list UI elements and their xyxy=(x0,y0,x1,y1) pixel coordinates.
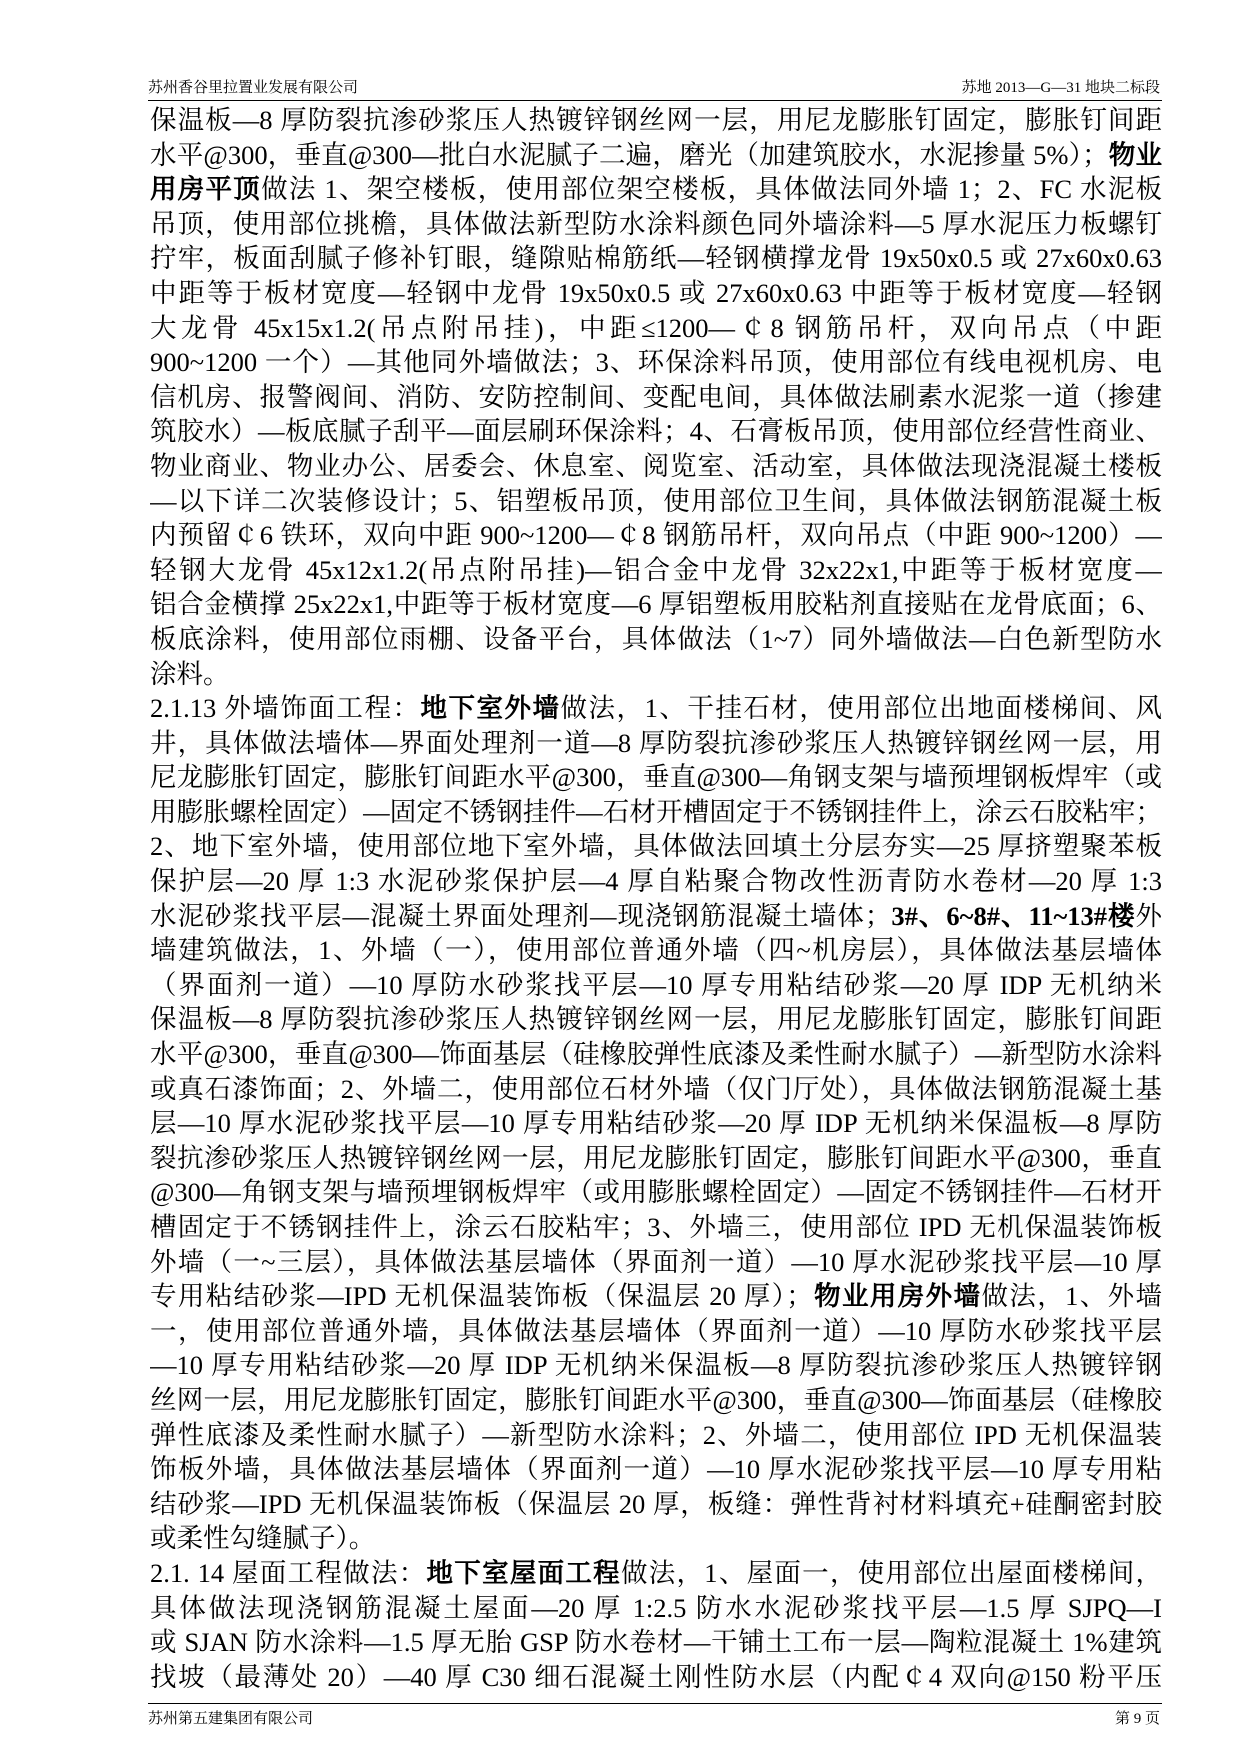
text-line xyxy=(150,899,1162,934)
text-line: 槽固定于不锈钢挂件上，涂云石胶粘牢；3、外墙三，使用部位 IPD 无机保温装饰板 xyxy=(150,1212,1162,1242)
bold-phrase: 物业用房外墙 xyxy=(812,1281,982,1312)
text-line: 或真石漆饰面；2、外墙二，使用部位石材外墙（仅门厅处），具体做法钢筋混凝土基 xyxy=(150,1073,1162,1104)
text-line: 层—10 厚水泥砂浆找平层—10 厚专用粘结砂浆—20 厚 IDP 无机纳米保温板—8 厚防 xyxy=(150,1108,1162,1139)
bold-phrase: 用房平顶 xyxy=(150,174,262,205)
text-line: 2、地下室外墙，使用部位地下室外墙，具体做法回填土分层夯实—25 厚挤塑聚苯板 xyxy=(150,831,1162,862)
footer-company: 苏州第五建集团有限公司 xyxy=(148,1711,314,1727)
text-line xyxy=(150,1556,1162,1591)
text-line: —10 厚专用粘结砂浆—20 厚 IDP 无机纳米保温板—8 厚防裂抗渗砂浆压人热镀锌钢 xyxy=(150,1350,1162,1381)
footer-divider xyxy=(148,1703,1162,1704)
text-line: 尼龙膨胀钉固定，膨胀钉间距水平@300，垂直@300—角钢支架与墙预埋钢板焊牢（或 xyxy=(150,762,1162,793)
text-line: 饰板外墙，具体做法基层墙体（界面剂一道）—10 厚水泥砂浆找平层—10 厚专用粘 xyxy=(150,1454,1162,1485)
text-line: 900~1200 一个）—其他同外墙做法；3、环保涂料吊顶，使用部位有线电视机房、电 xyxy=(150,347,1162,378)
text-segment: 做法，1、外墙 xyxy=(981,1281,1162,1312)
text-line: 外墙（一~三层），具体做法基层墙体（界面剂一道）—10 厚水泥砂浆找平层—10 厚 xyxy=(150,1246,1162,1277)
text-line: 丝网一层，用尼龙膨胀钉固定，膨胀钉间距水平@300，垂直@300—饰面基层（硅橡胶 xyxy=(150,1384,1162,1415)
text-line: 信机房、报警阀间、消防、安防控制间、变配电间，具体做法刷素水泥浆一道（掺建 xyxy=(150,381,1162,412)
text-segment: 水平@300，垂直@300—批白水泥腻子二遍，磨光（加建筑胶水，水泥掺量 5%）； xyxy=(150,139,1109,170)
page-header xyxy=(148,78,1160,98)
text-line: 裂抗渗砂浆压人热镀锌钢丝网一层，用尼龙膨胀钉固定，膨胀钉间距水平@300，垂直 xyxy=(150,1142,1162,1173)
text-line xyxy=(150,172,1162,207)
text-line: 墙建筑做法，1、外墙（一），使用部位普通外墙（四~机房层），具体做法基层墙体 xyxy=(150,935,1162,966)
text-line: 井，具体做法墙体—界面处理剂一道—8 厚防裂抗渗砂浆压人热镀锌钢丝网一层，用 xyxy=(150,727,1162,758)
text-line: 铝合金横撑 25x22x1,中距等于板材宽度—6 厚铝塑板用胶粘剂直接贴在龙骨底面；6、 xyxy=(150,589,1162,620)
header-project: 苏地 2013—G—31 地块二标段 xyxy=(961,80,1160,96)
text-line: 大龙骨 45x15x1.2(吊点附吊挂)，中距≤1200—￠8 钢筋吊杆，双向吊点（中距 xyxy=(150,312,1162,343)
text-line: 物业商业、物业办公、居委会、休息室、阅览室、活动室，具体做法现浇混凝土楼板 xyxy=(150,450,1162,481)
text-line: 涂料。 xyxy=(150,658,230,689)
text-segment: 外 xyxy=(1135,900,1162,931)
header-company: 苏州香谷里拉置业发展有限公司 xyxy=(148,80,359,96)
text-segment: 水泥砂浆找平层—混凝土界面处理剂—现浇钢筋混凝土墙体； xyxy=(150,900,892,931)
text-line: 或 SJAN 防水涂料—1.5 厚无胎 GSP 防水卷材—干铺土工布一层—陶粒混凝土 1%建筑 xyxy=(150,1627,1162,1658)
text-line: 保温板—8 厚防裂抗渗砂浆压人热镀锌钢丝网一层，用尼龙膨胀钉固定，膨胀钉间距 xyxy=(150,1004,1162,1035)
text-segment: 2.1.13 外墙饰面工程： xyxy=(150,693,421,724)
text-line: 内预留￠6 铁环，双向中距 900~1200—￠8 钢筋吊杆，双向吊点（中距 900~1200）— xyxy=(150,520,1162,551)
bold-phrase: 3#、6~8#、11~13#楼 xyxy=(891,900,1136,931)
text-line: 板底涂料，使用部位雨棚、设备平台，具体做法（1~7）同外墙做法—白色新型防水 xyxy=(150,623,1162,654)
page-number: 第 9 页 xyxy=(1114,1711,1160,1727)
text-line: 结砂浆—IPD 无机保温装饰板（保温层 20 厚，板缝：弹性背衬材料填充+硅酮密封胶 xyxy=(150,1488,1162,1519)
text-line: 弹性底漆及柔性耐水腻子）—新型防水涂料；2、外墙二，使用部位 IPD 无机保温装 xyxy=(150,1419,1162,1450)
text-segment: 2.1. 14 屋面工程做法： xyxy=(150,1557,427,1588)
text-line: 水平@300，垂直@300—饰面基层（硅橡胶弹性底漆及柔性耐水腻子）—新型防水涂料 xyxy=(150,1039,1162,1070)
text-line: 具体做法现浇钢筋混凝土屋面—20 厚 1:2.5 防水水泥砂浆找平层—1.5 厚 SJPQ—I xyxy=(150,1592,1162,1623)
text-line: 筑胶水）—板底腻子刮平—面层刷环保涂料；4、石膏板吊顶，使用部位经营性商业、 xyxy=(150,416,1162,447)
page-footer xyxy=(148,1709,1160,1729)
text-line: —以下详二次装修设计；5、铝塑板吊顶，使用部位卫生间，具体做法钢筋混凝土板 xyxy=(150,485,1162,516)
text-line xyxy=(150,138,1162,173)
text-line: 找坡（最薄处 20）—40 厚 C30 细石混凝土刚性防水层（内配￠4 双向@150 粉平压 xyxy=(150,1661,1162,1692)
text-line: 或柔性勾缝腻子）。 xyxy=(150,1523,376,1554)
text-line: 吊顶，使用部位挑檐，具体做法新型防水涂料颜色同外墙涂料—5 厚水泥压力板螺钉 xyxy=(150,208,1162,239)
text-line: （界面剂一道）—10 厚防水砂浆找平层—10 厚专用粘结砂浆—20 厚 IDP 无机纳米 xyxy=(150,969,1162,1000)
text-line: 中距等于板材宽度—轻钢中龙骨 19x50x0.5 或 27x60x0.63 中距等于板材宽度—轻钢 xyxy=(150,277,1162,308)
body-text xyxy=(150,103,1162,1694)
bold-phrase: 物业 xyxy=(1108,139,1162,170)
text-segment: 做法，1、屋面一，使用部位出屋面楼梯间， xyxy=(620,1557,1162,1588)
header-divider xyxy=(148,100,1162,101)
text-line: 拧牢，板面刮腻子修补钉眼，缝隙贴棉筋纸—轻钢横撑龙骨 19x50x0.5 或 27x60x0.63 xyxy=(150,243,1162,274)
text-line: 保温板—8 厚防裂抗渗砂浆压人热镀锌钢丝网一层，用尼龙膨胀钉固定，膨胀钉间距 xyxy=(150,105,1162,135)
text-segment: 做法 1、架空楼板，使用部位架空楼板，具体做法同外墙 1；2、FC 水泥板 xyxy=(261,174,1162,205)
text-segment: 做法，1、干挂石材，使用部位出地面楼梯间、风 xyxy=(560,693,1162,724)
text-segment: 专用粘结砂浆—IPD 无机保温装饰板（保温层 20 厚）； xyxy=(150,1281,813,1312)
text-line: @300—角钢支架与墙预埋钢板焊牢（或用膨胀螺栓固定）—固定不锈钢挂件—石材开 xyxy=(150,1177,1162,1208)
text-line xyxy=(150,1279,1162,1314)
text-line: 一，使用部位普通外墙，具体做法基层墙体（界面剂一道）—10 厚防水砂浆找平层 xyxy=(150,1315,1162,1346)
text-line: 轻钢大龙骨 45x12x1.2(吊点附吊挂)—铝合金中龙骨 32x22x1,中距等于板材宽度— xyxy=(150,554,1162,585)
bold-phrase: 地下室屋面工程 xyxy=(426,1557,621,1588)
text-line: 用膨胀螺栓固定）—固定不锈钢挂件—石材开槽固定于不锈钢挂件上，涂云石胶粘牢； xyxy=(150,796,1162,827)
text-line xyxy=(150,691,1162,726)
text-line: 保护层—20 厚 1:3 水泥砂浆保护层—4 厚自粘聚合物改性沥青防水卷材—20 厚 1:3 xyxy=(150,866,1162,897)
bold-phrase: 地下室外墙 xyxy=(420,693,561,724)
